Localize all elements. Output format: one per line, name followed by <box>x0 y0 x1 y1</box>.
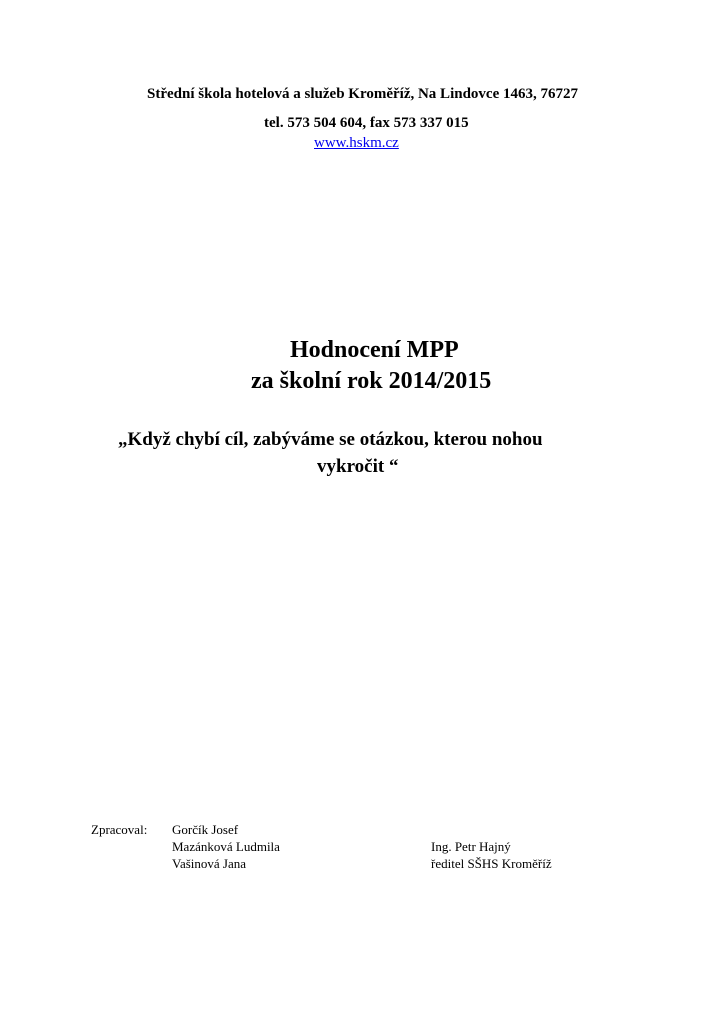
school-header <box>0 86 725 103</box>
author-name: Mazánková Ludmila <box>172 839 280 854</box>
document-subtitle: za školní rok 2014/2015 <box>251 368 492 394</box>
document-title: Hodnocení MPP <box>290 337 459 363</box>
motto-line-1: „Když chybí cíl, zabýváme se otázkou, kterou nohou <box>118 429 543 450</box>
signatory-role: ředitel SŠHS Kroměříž <box>431 856 552 871</box>
contact-info: tel. 573 504 604, fax 573 337 015 <box>264 115 469 131</box>
website-link[interactable]: www.hskm.cz <box>314 135 399 151</box>
author-name: Vašinová Jana <box>172 856 247 871</box>
signatory-name: Ing. Petr Hajný <box>431 839 511 854</box>
school-name-address: Střední škola hotelová a služeb Kroměříž, Na Lindovce 1463, 76727 <box>147 86 578 102</box>
prepared-by-label: Zpracoval: <box>91 822 148 837</box>
author-name: Gorčík Josef <box>172 822 239 837</box>
motto-line-2: vykročit “ <box>317 456 399 477</box>
